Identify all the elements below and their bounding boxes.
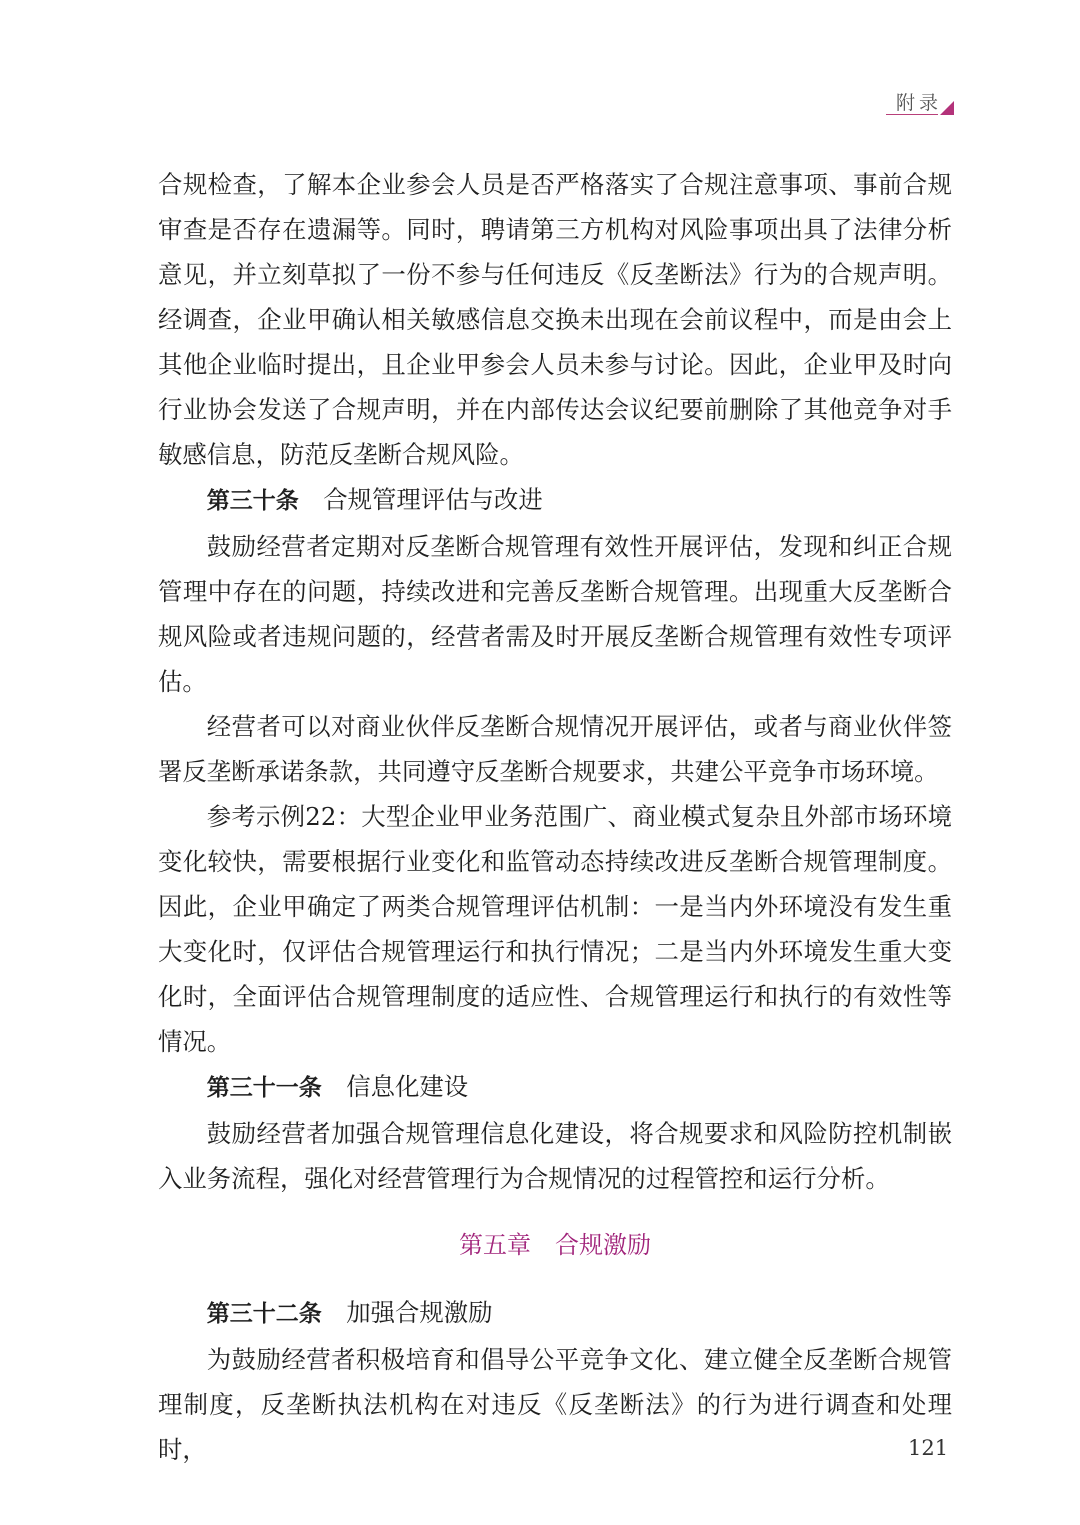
article-title: 信息化建设 [346,1072,469,1101]
body-paragraph: 鼓励经营者定期对反垄断合规管理有效性开展评估，发现和纠正合规管理中存在的问题，持续改进和完善反垄断合规管理。出现重大反垄断合规风险或者违规问题的，经营者需及时开展反垄断合规管理有效性专项评估。 [158,532,952,696]
chapter-number: 第五章 [459,1231,531,1259]
article-heading-30 [158,477,952,524]
article-number: 第三十二条 [206,1301,322,1327]
header-rule [886,114,938,115]
body-paragraph: 为鼓励经营者积极培育和倡导公平竞争文化、建立健全反垄断合规管理制度，反垄断执法机构在对违反《反垄断法》的行为进行调查和处理时， [158,1345,952,1464]
page-body [158,162,952,1472]
example-paragraph: 参考示例22：大型企业甲业务范围广、商业模式复杂且外部市场环境变化较快，需要根据行业变化和监管动态持续改进反垄断合规管理制度。因此，企业甲确定了两类合规管理评估机制：一是当内外环境没有发生重大变化时，仅评估合规管理运行和执行情况；二是当内外环境发生重大变化时，全面评估合规管理制度的适应性、合规管理运行和执行的有效性等情况。 [158,802,952,1056]
article-number: 第三十条 [206,488,299,514]
corner-triangle-icon [940,101,954,115]
article-title: 合规管理评估与改进 [323,485,543,514]
article-title: 加强合规激励 [346,1298,493,1327]
article-heading-32 [158,1290,952,1337]
page-number: 121 [908,1436,949,1460]
body-paragraph: 经营者可以对商业伙伴反垄断合规情况开展评估，或者与商业伙伴签署反垄断承诺条款，共同遵守反垄断合规要求，共建公平竞争市场环境。 [158,712,952,786]
article-number: 第三十一条 [206,1075,322,1101]
article-heading-31 [158,1064,952,1111]
running-header: 附录 [895,92,942,114]
chapter-title: 合规激励 [555,1231,651,1259]
body-paragraph: 合规检查，了解本企业参会人员是否严格落实了合规注意事项、事前合规审查是否存在遗漏等。同时，聘请第三方机构对风险事项出具了法律分析意见，并立刻草拟了一份不参与任何违反《反垄断法》行为的合规声明。经调查，企业甲确认相关敏感信息交换未出现在会前议程中，而是由会上其他企业临时提出，且企业甲参会人员未参与讨论。因此，企业甲及时向行业协会发送了合规声明，并在内部传达会议纪要前删除了其他竞争对手敏感信息，防范反垄断合规风险。 [158,170,952,469]
chapter-heading [158,1223,952,1268]
body-paragraph: 鼓励经营者加强合规管理信息化建设，将合规要求和风险防控机制嵌入业务流程，强化对经营管理行为合规情况的过程管控和运行分析。 [158,1119,952,1193]
